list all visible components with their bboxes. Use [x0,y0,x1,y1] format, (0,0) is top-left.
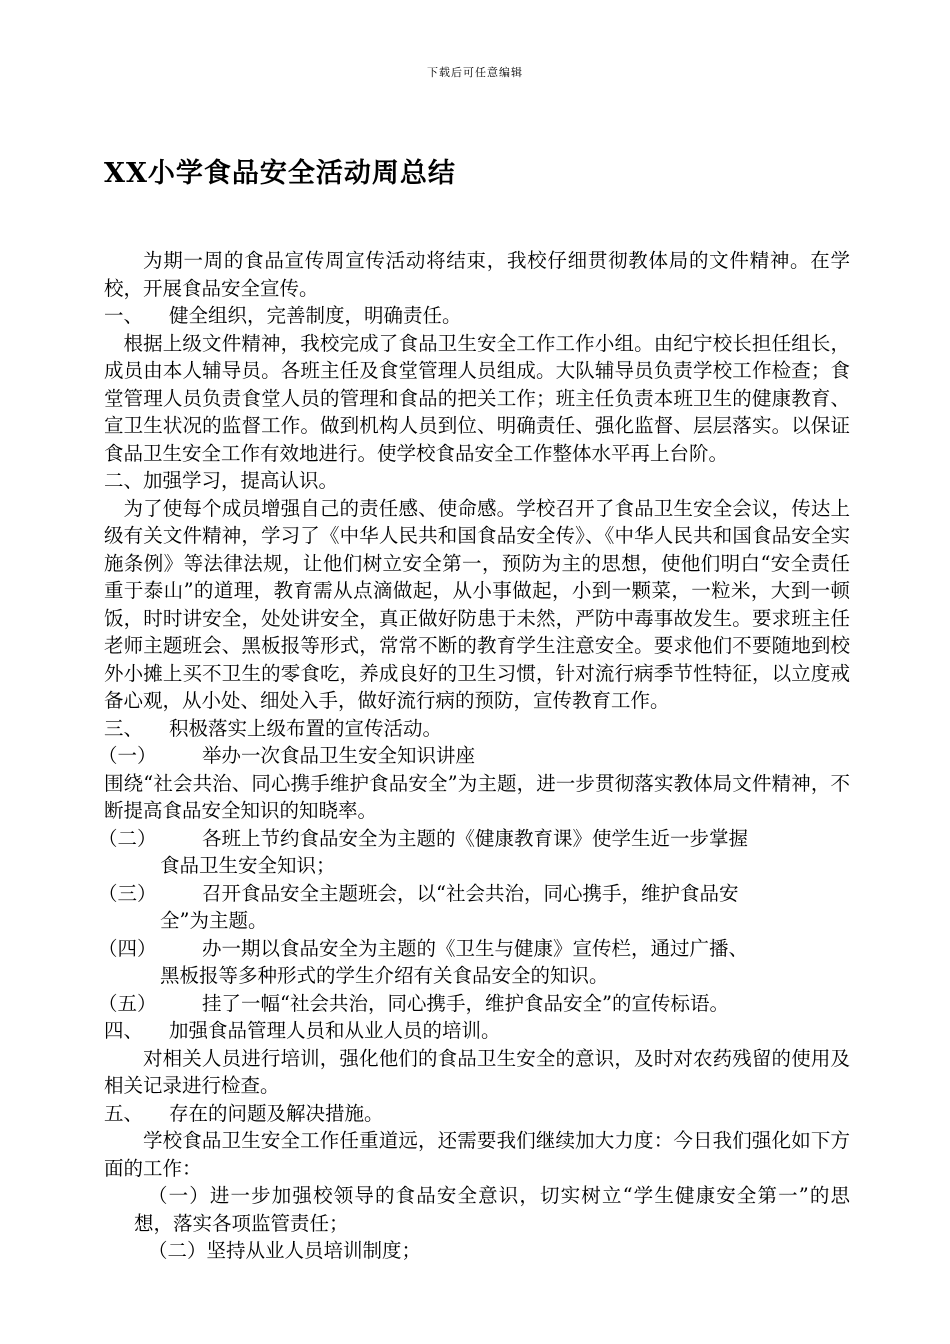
activity-item [98,990,850,1018]
section-2-heading: 二、加强学习，提高认识。 [104,469,339,492]
section-5-heading [104,1100,850,1128]
section-4-paragraph: 对相关人员进行培训，强化他们的食品卫生安全的意识，及时对农药残留的使用及相关记录进行检查。 [104,1046,850,1097]
activity-continuation: 食品卫生安全知识； [160,854,336,877]
section-5-paragraph: 学校食品卫生安全工作任重道远，还需要我们继续加大力度：今日我们强化如下方面的工作： [104,1129,850,1180]
section-heading-text: 积极落实上级布置的宣传活动。 [169,716,443,740]
section-heading-text: 健全组织，完善制度，明确责任。 [169,304,462,327]
measure-item: （一）进一步加强校领导的食品安全意识，切实树立“学生健康安全第一”的思想，落实各项监管责任； [134,1184,850,1235]
section-1-heading [104,302,850,330]
section-1-paragraph: 根据上级文件精神，我校完成了食品卫生安全工作工作小组。由纪宁校长担任组长，成员由本人辅导员。各班主任及食堂管理人员组成。大队辅导员负责学校工作检查；食堂管理人员负责食堂人员的管理和食品的把关工作；班主任负责本班卫生的健康教育、宣卫生状况的监督工作。做到机构人员到位、明确责任、强化监督、层层落实。以保证食品卫生安全工作有效地进行。使学校食品安全工作整体水平再上台阶。 [104,331,850,465]
section-heading-text: 存在的问题及解决措施。 [169,1101,384,1125]
section-number: 四、 [104,1019,144,1042]
activity-item [98,742,850,770]
page-header: 下载后可任意编辑 [427,66,523,79]
activity-detail: 围绕“社会共治、同心携手维护食品安全”为主题，进一步贯彻落实教体局文件精神，不断提高食品安全知识的知晓率。 [104,771,850,822]
activity-number: （二） [98,826,157,850]
activity-item [98,935,850,963]
activity-text: 召开食品安全主题班会，以“社会共治，同心携手，维护食品安 [202,881,739,905]
activity-number: （五） [98,991,157,1015]
activity-number: （四） [98,936,157,960]
activity-continuation: 全”为主题。 [160,909,268,932]
document-title: XX小学食品安全活动周总结 [104,158,456,189]
section-2-paragraph: 为了使每个成员增强自己的责任感、使命感。学校召开了食品卫生安全会议，传达上级有关文件精神，学习了《中华人民共和国食品安全传》、《中华人民共和国食品安全实施条例》等法律法规，让他们树立安全第一，预防为主的思想，使他们明白“安全责任重于泰山”的道理，教育需从点滴做起，从小事做起，小到一颗菜，一粒米，大到一顿饭，时时讲安全，处处讲安全，真正做好防患于未然，严防中毒事故发生。要求班主任老师主题班会、黑板报等形式，常常不断的教育学生注意安全。要求他们不要随地到校外小摊上买不卫生的零食吃，养成良好的卫生习惯，针对流行病季节性特征，以立度戒备心观，从小处、细处入手，做好流行病的预防，宣传教育工作。 [104,496,850,712]
activity-text: 办一期以食品安全为主题的《卫生与健康》宣传栏，通过广播、 [202,936,749,960]
activity-text: 举办一次食品卫生安全知识讲座 [202,744,476,767]
section-heading-text: 加强食品管理人员和从业人员的培训。 [169,1019,501,1042]
activity-text: 各班上节约食品安全为主题的《健康教育课》使学生近一步掌握 [202,826,749,850]
activity-number: （三） [98,881,157,905]
section-3-heading [104,715,850,743]
section-number: 三、 [104,716,144,740]
section-number: 五、 [104,1101,144,1125]
section-number: 一、 [104,304,144,327]
activity-continuation: 黑板报等多种形式的学生介绍有关食品安全的知识。 [160,964,609,987]
section-4-heading [104,1017,850,1045]
document-body [98,247,850,1265]
intro-paragraph: 为期一周的食品宣传周宣传活动将结束，我校仔细贯彻教体局的文件精神。在学校，开展食品安全宣传。 [104,249,850,300]
activity-item [98,825,850,853]
activity-item [98,880,850,908]
activity-text: 挂了一幅“社会共治，同心携手，维护食品安全”的宣传标语。 [202,991,729,1015]
activity-number: （一） [98,744,157,767]
measure-item: （二）坚持从业人员培训制度； [148,1239,422,1262]
